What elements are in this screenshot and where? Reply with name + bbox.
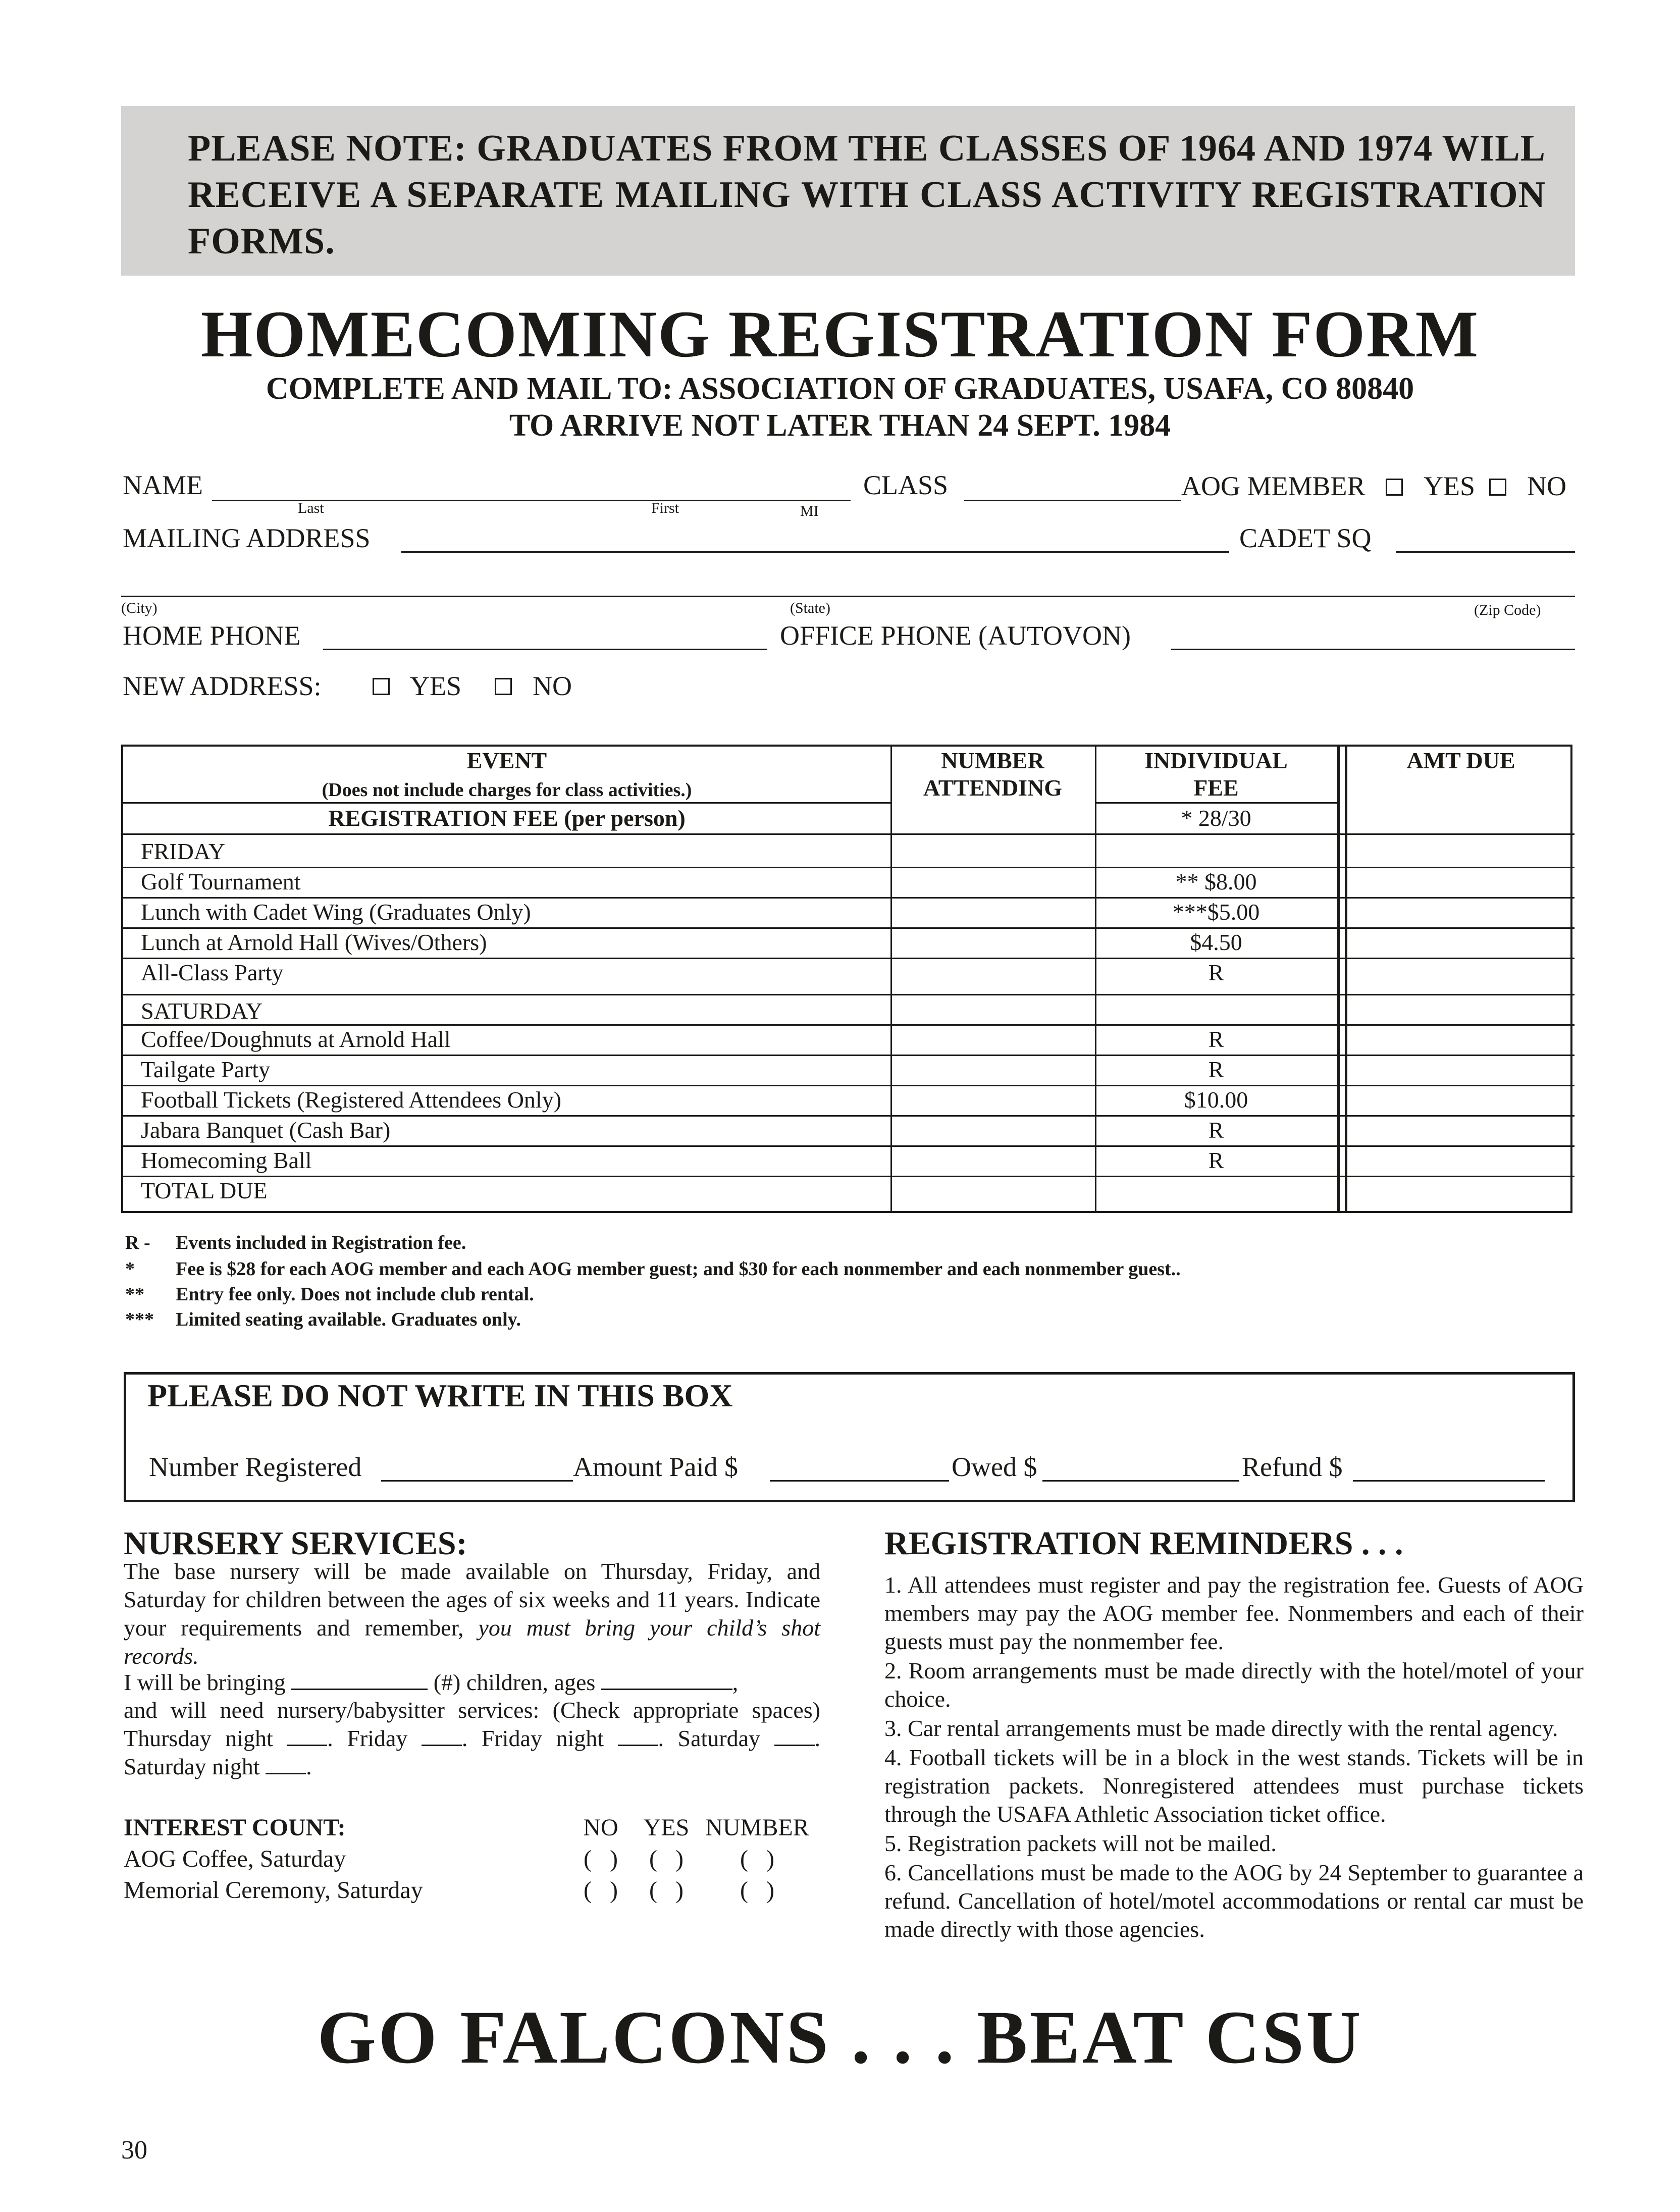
children-count-field[interactable] (291, 1670, 428, 1690)
event-cell: Homecoming Ball (141, 1147, 312, 1173)
event-cell: Lunch with Cadet Wing (Graduates Only) (141, 899, 531, 925)
home-phone-label: HOME PHONE (123, 620, 301, 651)
friday-label: . Friday (327, 1725, 408, 1751)
fee-cell: $10.00 (1184, 1087, 1248, 1113)
owed-label: Owed $ (952, 1452, 1037, 1482)
footnote-text: Fee is $28 for each AOG member and each AOG member guest; and $30 for each nonmember and each nonmember guest.. (176, 1258, 1181, 1280)
row-divider (123, 867, 1574, 868)
footnote-text: Entry fee only. Does not include club rental. (176, 1284, 534, 1305)
event-cell: Coffee/Doughnuts at Arnold Hall (141, 1026, 451, 1052)
aog-no-label: NO (1527, 471, 1566, 501)
notice-banner (121, 106, 1575, 276)
form-title: HOMECOMING REGISTRATION FORM (200, 297, 1480, 371)
number-header: NUMBER (941, 748, 1044, 773)
aog-member-label: AOG MEMBER (1181, 471, 1366, 501)
last-caption: Last (298, 500, 324, 516)
reminder-item: 2. Room arrangements must be made directly with the hotel/motel of your choice. (884, 1658, 1584, 1712)
office-phone-field[interactable] (1171, 649, 1575, 650)
reminders-list (884, 1571, 1584, 1943)
aog-yes-checkbox[interactable] (1386, 479, 1403, 496)
col-divider (1345, 747, 1347, 1211)
thursday-night-field[interactable] (287, 1726, 327, 1746)
new-address-no-checkbox[interactable] (495, 678, 512, 695)
name-label: NAME (123, 470, 203, 500)
row-divider (123, 994, 1574, 995)
total-due-label: TOTAL DUE (141, 1178, 268, 1203)
event-header-note: (Does not include charges for class activities.) (322, 779, 692, 801)
new-address-yes-label: YES (410, 671, 462, 701)
event-cell: Jabara Banquet (Cash Bar) (141, 1117, 391, 1143)
reminders-title: REGISTRATION REMINDERS . . . (884, 1525, 1403, 1562)
amt-due-header: AMT DUE (1406, 748, 1515, 773)
saturday-night-label: . Saturday night (124, 1725, 821, 1779)
slogan: GO FALCONS . . . BEAT CSU (317, 1995, 1363, 2079)
event-cell: All-Class Party (141, 960, 284, 985)
registration-fee-value: * 28/30 (1181, 805, 1251, 831)
footnote-mark: R - (125, 1232, 150, 1253)
number-registered-field[interactable] (381, 1480, 573, 1482)
row-divider (123, 1145, 1574, 1147)
interest-row-label: Memorial Ceremony, Saturday (124, 1877, 423, 1904)
saturday-night-field[interactable] (266, 1755, 306, 1774)
reminder-item: 6. Cancellations must be made to the AOG by 24 September to guarantee a refund. Cancellation of hotel/motel accommodations or rental car must be made directly with those agencies. (884, 1860, 1584, 1942)
nursery-intro-text: The base nursery will be made available on Thursday, Friday, and Saturday for children between the ages of six weeks and 11 years. Indicate your requirements and remember, (124, 1558, 820, 1641)
office-phone-label: OFFICE PHONE (AUTOVON) (780, 620, 1131, 651)
mailing-address-label: MAILING ADDRESS (123, 523, 371, 553)
friday-night-field[interactable] (618, 1726, 658, 1746)
fee-cell: ** $8.00 (1175, 869, 1257, 894)
children-label: (#) children, ages (433, 1669, 596, 1695)
no-paren-field[interactable]: ( ) (584, 1846, 618, 1872)
nursery-services-line (124, 1696, 820, 1781)
new-address-yes-checkbox[interactable] (373, 678, 390, 695)
class-field[interactable] (964, 500, 1181, 501)
registration-fee-label: REGISTRATION FEE (per person) (328, 805, 686, 831)
row-divider (123, 833, 1574, 835)
event-cell: Football Tickets (Registered Attendees Only) (141, 1087, 562, 1113)
need-label: and will need nursery/babysitter services: (Check appropriate spaces) Thursday night (124, 1697, 820, 1751)
city-state-zip-field[interactable] (121, 596, 1575, 597)
class-label: CLASS (863, 470, 949, 500)
deadline-line: TO ARRIVE NOT LATER THAN 24 SEPT. 1984 (509, 408, 1171, 443)
fee-cell: R (1208, 1117, 1224, 1143)
row-divider (123, 1176, 1574, 1177)
office-box-title: PLEASE DO NOT WRITE IN THIS BOX (147, 1378, 733, 1413)
fee-cell: $4.50 (1190, 929, 1242, 955)
fee-cell: ***$5.00 (1172, 899, 1260, 925)
interest-count-title: INTEREST COUNT: (124, 1814, 346, 1841)
mi-caption: MI (800, 503, 819, 519)
first-caption: First (651, 500, 679, 516)
nursery-intro (124, 1557, 820, 1670)
event-cell: Golf Tournament (141, 869, 301, 894)
zip-caption: (Zip Code) (1474, 602, 1541, 618)
no-paren-field[interactable]: ( ) (584, 1877, 618, 1904)
row-divider (123, 1055, 1574, 1056)
amount-paid-field[interactable] (770, 1480, 949, 1482)
event-cell: Tailgate Party (141, 1057, 271, 1082)
number-paren-field[interactable]: ( ) (740, 1846, 774, 1872)
fee-header: FEE (1193, 775, 1239, 801)
mail-to-line: COMPLETE AND MAIL TO: ASSOCIATION OF GRADUATES, USAFA, CO 80840 (266, 372, 1414, 406)
event-cell: SATURDAY (141, 998, 263, 1024)
yes-paren-field[interactable]: ( ) (649, 1877, 684, 1904)
footnote-text: Events included in Registration fee. (176, 1232, 466, 1253)
page-number: 30 (121, 2136, 147, 2165)
state-caption: (State) (790, 600, 830, 616)
cadet-sq-label: CADET SQ (1239, 523, 1372, 553)
nursery-bringing-line (124, 1668, 738, 1697)
aog-yes-label: YES (1424, 471, 1476, 501)
reminder-item: 5. Registration packets will not be mailed. (884, 1830, 1277, 1856)
footnote-mark: *** (125, 1309, 154, 1330)
event-cell: Lunch at Arnold Hall (Wives/Others) (141, 929, 487, 955)
row-divider (1095, 802, 1337, 804)
number-registered-label: Number Registered (149, 1452, 362, 1482)
individual-header: INDIVIDUAL (1144, 748, 1288, 773)
fee-cell: R (1208, 960, 1224, 985)
fee-cell: R (1208, 1026, 1224, 1052)
interest-count-table (124, 1812, 815, 1906)
saturday-label: . Saturday (658, 1725, 761, 1751)
event-cell: FRIDAY (141, 838, 226, 864)
services-period: . (306, 1754, 312, 1779)
new-address-label: NEW ADDRESS: (123, 671, 322, 701)
reminder-item: 1. All attendees must register and pay the registration fee. Guests of AOG members may pay the AOG member fee. Nonmembers and each of their guests must pay the nonmember fee. (884, 1572, 1584, 1654)
friday-field[interactable] (422, 1726, 462, 1746)
saturday-field[interactable] (774, 1726, 815, 1746)
reminder-item: 4. Football tickets will be in a block in the west stands. Tickets will be in registration packets. Nonregistered attendees must purchase tickets through the USAFA Athletic Association ticket office. (884, 1745, 1584, 1827)
number-col-header: NUMBER (705, 1814, 809, 1841)
bringing-label: I will be bringing (124, 1669, 286, 1695)
nursery-title: NURSERY SERVICES: (124, 1525, 467, 1562)
footnote-mark: ** (125, 1284, 144, 1305)
number-paren-field[interactable]: ( ) (740, 1877, 774, 1904)
refund-label: Refund $ (1242, 1452, 1343, 1482)
event-header: EVENT (466, 748, 547, 773)
new-address-no-label: NO (533, 671, 572, 701)
amount-paid-label: Amount Paid $ (573, 1452, 739, 1482)
attending-header: ATTENDING (923, 775, 1063, 801)
footnote-mark: * (125, 1258, 135, 1280)
refund-field[interactable] (1353, 1480, 1545, 1482)
fee-cell: R (1208, 1147, 1224, 1173)
home-phone-field[interactable] (323, 649, 767, 650)
reminder-item: 3. Car rental arrangements must be made directly with the rental agency. (884, 1715, 1558, 1741)
owed-field[interactable] (1042, 1480, 1239, 1482)
no-col-header: NO (583, 1814, 618, 1841)
children-ages-field[interactable] (601, 1670, 732, 1690)
mailing-address-field[interactable] (401, 551, 1229, 553)
col-divider (1337, 747, 1340, 1211)
friday-night-label: . Friday night (461, 1725, 604, 1751)
footnote-text: Limited seating available. Graduates only. (176, 1309, 521, 1330)
yes-paren-field[interactable]: ( ) (649, 1846, 684, 1872)
event-table (121, 745, 1572, 1213)
row-divider (123, 958, 1574, 959)
nursery-intro-italic: you must bring your child’s shot records. (124, 1615, 820, 1669)
fee-cell: R (1208, 1057, 1224, 1082)
ages-comma: , (732, 1669, 739, 1695)
aog-no-checkbox[interactable] (1489, 479, 1506, 496)
row-divider (123, 802, 890, 804)
notice-text: PLEASE NOTE: GRADUATES FROM THE CLASSES OF 1964 AND 1974 WILL RECEIVE A SEPARATE MAILING WITH CLASS ACTIVITY REGISTRATION FORMS. (188, 128, 1546, 262)
col-divider (890, 747, 892, 1211)
interest-row-label: AOG Coffee, Saturday (124, 1846, 346, 1872)
yes-col-header: YES (643, 1814, 690, 1841)
city-caption: (City) (121, 600, 158, 616)
cadet-sq-field[interactable] (1396, 551, 1575, 553)
